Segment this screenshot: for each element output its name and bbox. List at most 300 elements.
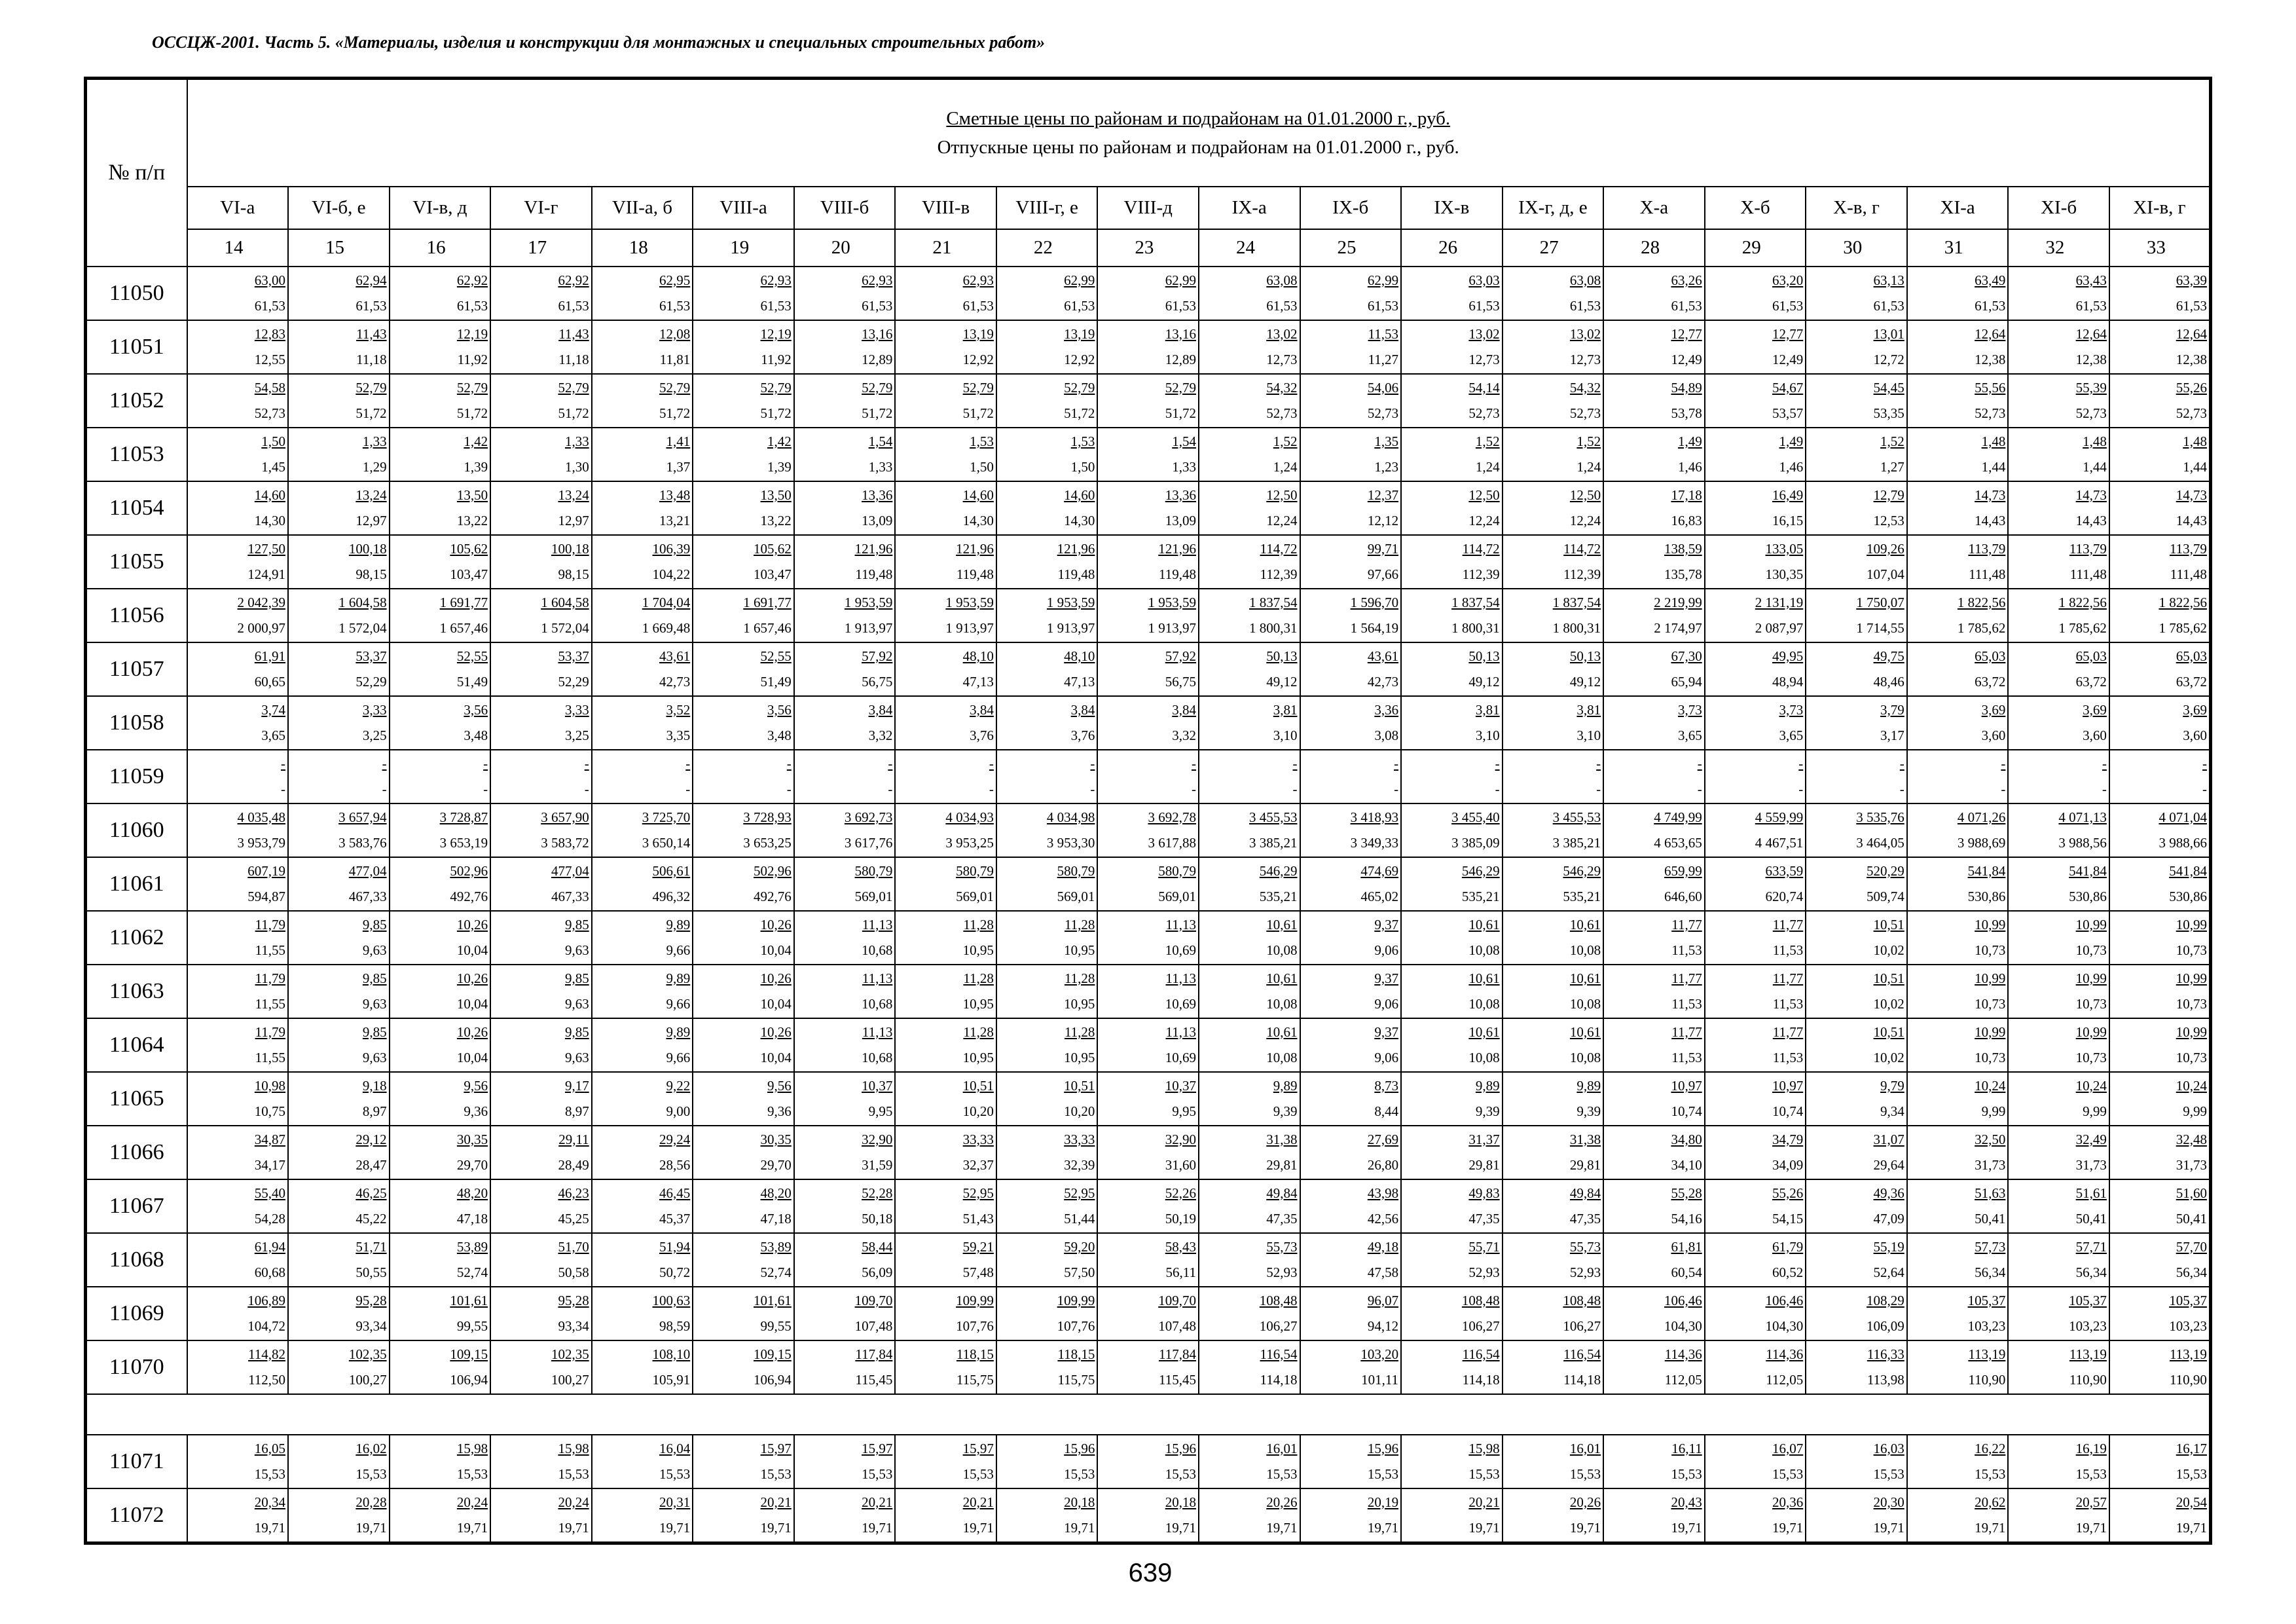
- price-cell: [1705, 1340, 1806, 1394]
- estimate-price: 113,79: [2169, 540, 2207, 557]
- release-price: 1 913,97: [1148, 619, 1196, 636]
- price-cell: [390, 1435, 491, 1488]
- estimate-price: 43,61: [1367, 648, 1399, 664]
- release-price: 97,66: [1367, 566, 1399, 582]
- release-price: 19,71: [2176, 1519, 2207, 1536]
- price-cell: [1503, 1435, 1604, 1488]
- price-cell: [895, 857, 996, 911]
- estimate-price: 506,61: [652, 862, 691, 879]
- price-cell: [390, 428, 491, 481]
- price-cell: [288, 535, 390, 589]
- estimate-price: 1,52: [1880, 433, 1904, 449]
- estimate-price: 10,97: [1772, 1077, 1804, 1094]
- release-price: 29,81: [1266, 1156, 1298, 1173]
- price-cell: [592, 1233, 693, 1287]
- price-cell: [693, 1179, 794, 1233]
- release-price: 19,71: [760, 1519, 792, 1536]
- estimate-price: 659,99: [1664, 862, 1702, 879]
- price-cell: [390, 481, 491, 535]
- price-cell: [187, 1488, 289, 1543]
- release-price: 3 617,88: [1148, 834, 1196, 851]
- price-cell: [1503, 1179, 1604, 1233]
- column-number: 23: [1097, 229, 1199, 267]
- column-number: 17: [490, 229, 592, 267]
- price-cell: [895, 1488, 996, 1543]
- estimate-price: 57,73: [1975, 1238, 2006, 1255]
- estimate-price: 62,95: [659, 272, 691, 288]
- estimate-price: 116,54: [1260, 1346, 1298, 1362]
- price-cell: [794, 1435, 896, 1488]
- release-price: 119,48: [855, 566, 893, 582]
- release-price: 47,13: [1064, 673, 1095, 690]
- price-cell: [288, 267, 390, 320]
- estimate-price: 12,19: [456, 325, 488, 342]
- estimate-price: 13,24: [355, 487, 387, 503]
- estimate-price: 4 749,99: [1654, 809, 1702, 825]
- estimate-price: 10,51: [1873, 970, 1904, 986]
- price-cell: [1806, 803, 1907, 857]
- release-price: 15,53: [558, 1466, 589, 1482]
- release-price: 57,50: [1064, 1264, 1095, 1280]
- estimate-price: 1 822,56: [2058, 594, 2107, 610]
- price-cell: [1806, 428, 1907, 481]
- price-cell: [895, 803, 996, 857]
- release-price: 12,92: [1064, 351, 1095, 367]
- release-price: 112,39: [1462, 566, 1500, 582]
- estimate-price: 54,06: [1367, 379, 1399, 396]
- price-cell: [693, 750, 794, 803]
- estimate-price: 9,89: [1475, 1077, 1500, 1094]
- release-price: 10,68: [862, 995, 893, 1012]
- release-price: -: [1191, 781, 1196, 797]
- price-cell: [1705, 750, 1806, 803]
- price-cell: [2008, 320, 2109, 374]
- release-price: 12,73: [1266, 351, 1298, 367]
- release-price: 12,49: [1772, 351, 1804, 367]
- price-cell: [794, 642, 896, 696]
- estimate-price: 55,73: [1266, 1238, 1298, 1255]
- release-price: 9,63: [362, 995, 387, 1012]
- row-code: 11062: [86, 911, 187, 965]
- table-row: [86, 642, 2211, 696]
- release-price: 50,41: [1975, 1210, 2006, 1227]
- table-row: [86, 1340, 2211, 1394]
- estimate-price: 33,33: [1064, 1131, 1095, 1147]
- release-price: 467,33: [348, 888, 387, 904]
- price-cell: [2109, 1072, 2211, 1126]
- price-cell: [1503, 1340, 1604, 1394]
- release-price: 3,65: [261, 727, 286, 743]
- estimate-price: -: [1697, 755, 1702, 771]
- price-cell: [2008, 1340, 2109, 1394]
- price-cell: [592, 428, 693, 481]
- estimate-price: 117,84: [855, 1346, 893, 1362]
- estimate-price: 10,51: [1873, 1024, 1904, 1040]
- estimate-price: 63,00: [254, 272, 286, 288]
- row-code: 11061: [86, 857, 187, 911]
- release-price: 107,48: [1158, 1318, 1196, 1334]
- release-price: 56,09: [862, 1264, 893, 1280]
- release-price: 3 583,72: [541, 834, 589, 851]
- price-cell: [1199, 642, 1300, 696]
- estimate-price: 53,89: [760, 1238, 792, 1255]
- release-price: 3,10: [1576, 727, 1601, 743]
- price-cell: [187, 803, 289, 857]
- estimate-price: 3,81: [1475, 701, 1500, 718]
- price-cell: [1503, 857, 1604, 911]
- release-price: -: [1292, 781, 1298, 797]
- release-price: 3,60: [1981, 727, 2006, 743]
- estimate-price: 11,13: [1165, 970, 1196, 986]
- estimate-price: 114,72: [1462, 540, 1500, 557]
- release-price: 3 617,76: [844, 834, 893, 851]
- release-price: 49,12: [1468, 673, 1500, 690]
- release-price: 119,48: [1057, 566, 1095, 582]
- estimate-price: 11,13: [862, 1024, 893, 1040]
- price-cell: [1806, 750, 1907, 803]
- estimate-price: 11,13: [1165, 1024, 1196, 1040]
- estimate-price: 1,33: [362, 433, 387, 449]
- release-price: -: [1090, 781, 1095, 797]
- price-cell: [1806, 1018, 1907, 1072]
- estimate-price: 58,43: [1165, 1238, 1196, 1255]
- release-price: 530,86: [2169, 888, 2207, 904]
- estimate-price: 9,37: [1374, 916, 1399, 932]
- price-cell: [2109, 1340, 2211, 1394]
- release-price: 535,21: [1259, 888, 1298, 904]
- estimate-price: 1 604,58: [338, 594, 387, 610]
- price-cell: [1806, 320, 1907, 374]
- price-cell: [187, 696, 289, 750]
- price-cell: [895, 1126, 996, 1179]
- row-code: 11065: [86, 1072, 187, 1126]
- estimate-price: -: [1899, 755, 1904, 771]
- price-cell: [1097, 428, 1199, 481]
- price-cell: [490, 1233, 592, 1287]
- price-cell: [794, 1072, 896, 1126]
- release-price: 28,49: [558, 1156, 589, 1173]
- estimate-price: 32,50: [1975, 1131, 2006, 1147]
- estimate-price: 10,99: [1975, 916, 2006, 932]
- release-price: 15,53: [862, 1466, 893, 1482]
- release-price: 42,73: [1367, 673, 1399, 690]
- price-cell: [1401, 803, 1503, 857]
- release-price: 10,04: [760, 1049, 792, 1065]
- estimate-price: 3,73: [1779, 701, 1804, 718]
- price-cell: [1199, 803, 1300, 857]
- table-row: [86, 320, 2211, 374]
- release-price: 11,55: [255, 942, 286, 958]
- release-price: 106,09: [1867, 1318, 1904, 1334]
- estimate-price: 10,61: [1569, 916, 1601, 932]
- price-cell: [390, 1287, 491, 1340]
- district-header: VIII-б: [794, 187, 896, 229]
- row-code: 11055: [86, 535, 187, 589]
- price-cell: [390, 911, 491, 965]
- release-price: 10,74: [1671, 1103, 1702, 1119]
- release-price: 15,53: [1064, 1466, 1095, 1482]
- release-price: 1,46: [1677, 458, 1702, 475]
- price-cell: [1401, 374, 1503, 428]
- estimate-price: 46,25: [355, 1185, 387, 1201]
- section-gap-row: [86, 1394, 2211, 1435]
- estimate-price: 477,04: [551, 862, 589, 879]
- estimate-price: 49,95: [1772, 648, 1804, 664]
- estimate-price: 46,23: [558, 1185, 589, 1201]
- estimate-price: 12,64: [1975, 325, 2006, 342]
- release-price: 1,44: [2083, 458, 2107, 475]
- release-price: 15,53: [1367, 1466, 1399, 1482]
- price-cell: [1503, 750, 1604, 803]
- price-cell: [1199, 1072, 1300, 1126]
- estimate-price: 101,61: [754, 1292, 792, 1308]
- release-price: 12,24: [1468, 512, 1500, 528]
- release-price: 50,72: [659, 1264, 691, 1280]
- estimate-price: 16,11: [1671, 1440, 1702, 1456]
- release-price: 3,76: [970, 727, 994, 743]
- release-price: 10,95: [962, 942, 994, 958]
- price-cell: [794, 589, 896, 642]
- estimate-price: 113,79: [2069, 540, 2107, 557]
- release-price: 15,53: [1165, 1466, 1196, 1482]
- price-cell: [1097, 642, 1199, 696]
- price-cell: [794, 803, 896, 857]
- release-price: 51,72: [659, 405, 691, 421]
- price-cell: [2008, 1179, 2109, 1233]
- release-price: 106,94: [450, 1371, 488, 1388]
- estimate-price: 3,69: [2183, 701, 2207, 718]
- price-cell: [1705, 696, 1806, 750]
- estimate-price: 15,98: [1468, 1440, 1500, 1456]
- estimate-price: 113,79: [1968, 540, 2006, 557]
- price-cell: [1401, 428, 1503, 481]
- estimate-price: 11,77: [1671, 970, 1702, 986]
- estimate-price: 9,18: [362, 1077, 387, 1094]
- price-cell: [1705, 911, 1806, 965]
- price-cell: [895, 589, 996, 642]
- release-price: -: [483, 781, 488, 797]
- price-cell: [490, 481, 592, 535]
- release-price: 1,33: [1172, 458, 1196, 475]
- release-price: 12,12: [1367, 512, 1399, 528]
- release-price: 10,73: [1975, 1049, 2006, 1065]
- estimate-price: 17,18: [1671, 487, 1702, 503]
- estimate-price: 10,99: [2075, 916, 2107, 932]
- estimate-price: 1 704,04: [642, 594, 691, 610]
- estimate-price: 2 219,99: [1654, 594, 1702, 610]
- estimate-price: 1,33: [564, 433, 589, 449]
- release-price: 34,09: [1772, 1156, 1804, 1173]
- price-cell: [794, 374, 896, 428]
- estimate-price: 541,84: [2169, 862, 2207, 879]
- price-cell: [895, 1340, 996, 1394]
- price-cell: [288, 589, 390, 642]
- district-header: XI-б: [2008, 187, 2109, 229]
- release-price: 52,73: [1975, 405, 2006, 421]
- release-price: -: [1495, 781, 1500, 797]
- price-cell: [2008, 1488, 2109, 1543]
- estimate-price: 118,15: [1057, 1346, 1095, 1362]
- release-price: 15,53: [456, 1466, 488, 1482]
- release-price: 31,73: [2176, 1156, 2207, 1173]
- price-cell: [1401, 535, 1503, 589]
- release-price: 29,70: [456, 1156, 488, 1173]
- estimate-price: 10,26: [760, 916, 792, 932]
- price-cell: [1300, 642, 1402, 696]
- release-price: 103,47: [450, 566, 488, 582]
- price-cell: [1603, 750, 1705, 803]
- release-price: 10,69: [1165, 1049, 1196, 1065]
- price-cell: [1097, 803, 1199, 857]
- release-price: 492,76: [754, 888, 792, 904]
- price-cell: [996, 374, 1098, 428]
- release-price: 53,78: [1671, 405, 1702, 421]
- estimate-price: 31,37: [1468, 1131, 1500, 1147]
- release-price: 10,73: [2176, 995, 2207, 1012]
- price-cell: [1603, 267, 1705, 320]
- column-number: 25: [1300, 229, 1402, 267]
- estimate-price: 10,26: [456, 1024, 488, 1040]
- release-price: 10,08: [1468, 942, 1500, 958]
- price-cell: [794, 1126, 896, 1179]
- price-cell: [794, 1233, 896, 1287]
- estimate-price: 12,79: [1873, 487, 1904, 503]
- estimate-price: 14,60: [962, 487, 994, 503]
- table-row: [86, 750, 2211, 803]
- price-cell: [1097, 320, 1199, 374]
- price-cell: [390, 642, 491, 696]
- release-price: 19,71: [1367, 1519, 1399, 1536]
- price-cell: [895, 642, 996, 696]
- estimate-price: 58,44: [862, 1238, 893, 1255]
- estimate-price: 106,46: [1664, 1292, 1702, 1308]
- estimate-price: 12,77: [1671, 325, 1702, 342]
- price-cell: [390, 750, 491, 803]
- estimate-price: 3,74: [261, 701, 286, 718]
- estimate-price: 108,48: [1259, 1292, 1298, 1308]
- estimate-price: 50,13: [1569, 648, 1601, 664]
- price-cell: [1300, 481, 1402, 535]
- price-cell: [1097, 1488, 1199, 1543]
- price-cell: [2008, 857, 2109, 911]
- estimate-price: 20,30: [1873, 1494, 1904, 1510]
- release-price: 61,53: [355, 297, 387, 314]
- release-price: 45,25: [558, 1210, 589, 1227]
- column-number: 22: [996, 229, 1098, 267]
- release-price: 10,95: [962, 1049, 994, 1065]
- estimate-price: 30,35: [760, 1131, 792, 1147]
- price-cell: [592, 1287, 693, 1340]
- release-price: 10,73: [1975, 995, 2006, 1012]
- release-price: 61,53: [760, 297, 792, 314]
- column-number: 21: [895, 229, 996, 267]
- release-price: 19,71: [2075, 1519, 2107, 1536]
- release-price: 3 988,56: [2058, 834, 2107, 851]
- price-cell: [2008, 267, 2109, 320]
- estimate-price: 1,53: [1070, 433, 1095, 449]
- section-title: [187, 79, 2211, 187]
- estimate-price: 1 953,59: [945, 594, 994, 610]
- price-cell: [895, 428, 996, 481]
- estimate-price: 49,36: [1873, 1185, 1904, 1201]
- title-estimate-prices: Сметные цены по районам и подрайонам на 01.01.2000 г., руб.: [946, 108, 1451, 129]
- release-price: 19,71: [355, 1519, 387, 1536]
- price-cell: [693, 696, 794, 750]
- release-price: 3 953,79: [237, 834, 286, 851]
- price-cell: [490, 965, 592, 1018]
- price-cell: [1401, 1287, 1503, 1340]
- estimate-price: 3 455,53: [1552, 809, 1601, 825]
- price-cell: [895, 696, 996, 750]
- estimate-price: 109,26: [1867, 540, 1904, 557]
- price-cell: [1300, 1072, 1402, 1126]
- estimate-price: 20,57: [2075, 1494, 2107, 1510]
- section-gap-cell: [86, 1394, 2211, 1435]
- estimate-price: 9,79: [1880, 1077, 1904, 1094]
- estimate-price: 33,33: [962, 1131, 994, 1147]
- estimate-price: 3,33: [362, 701, 387, 718]
- price-cell: [490, 1126, 592, 1179]
- price-cell: [592, 857, 693, 911]
- estimate-price: 16,03: [1873, 1440, 1904, 1456]
- estimate-price: -: [281, 755, 286, 771]
- price-cell: [996, 320, 1098, 374]
- estimate-price: 52,79: [760, 379, 792, 396]
- release-price: 26,80: [1367, 1156, 1399, 1173]
- release-price: 31,73: [2075, 1156, 2107, 1173]
- column-number: 16: [390, 229, 491, 267]
- release-price: -: [584, 781, 589, 797]
- price-cell: [2109, 965, 2211, 1018]
- estimate-price: 62,93: [962, 272, 994, 288]
- row-code: 11054: [86, 481, 187, 535]
- price-cell: [187, 1018, 289, 1072]
- release-price: 620,74: [1765, 888, 1804, 904]
- estimate-price: 54,58: [254, 379, 286, 396]
- price-cell: [390, 965, 491, 1018]
- estimate-price: 9,89: [1273, 1077, 1298, 1094]
- release-price: 63,72: [1975, 673, 2006, 690]
- release-price: 19,71: [1873, 1519, 1904, 1536]
- release-price: 119,48: [1158, 566, 1196, 582]
- price-cell: [390, 374, 491, 428]
- price-cell: [1806, 535, 1907, 589]
- price-cell: [1199, 696, 1300, 750]
- release-price: 10,08: [1266, 942, 1298, 958]
- estimate-price: 580,79: [854, 862, 893, 879]
- estimate-price: 1,42: [767, 433, 792, 449]
- release-price: -: [2001, 781, 2006, 797]
- release-price: 3 385,09: [1451, 834, 1500, 851]
- release-price: 3 464,05: [1856, 834, 1904, 851]
- release-price: 113,98: [1867, 1371, 1904, 1388]
- price-cell: [1907, 1488, 2009, 1543]
- release-price: 1,23: [1374, 458, 1399, 475]
- release-price: 98,59: [659, 1318, 691, 1334]
- price-cell: [1199, 911, 1300, 965]
- district-header: VIII-в: [895, 187, 996, 229]
- price-cell: [1907, 1287, 2009, 1340]
- price-cell: [1806, 1233, 1907, 1287]
- release-price: 19,71: [254, 1519, 286, 1536]
- price-cell: [2109, 1488, 2211, 1543]
- release-price: 61,53: [1569, 297, 1601, 314]
- release-price: 10,73: [2075, 995, 2107, 1012]
- price-cell: [1907, 589, 2009, 642]
- release-price: 11,53: [1772, 995, 1804, 1012]
- estimate-price: 62,93: [862, 272, 893, 288]
- price-cell: [693, 374, 794, 428]
